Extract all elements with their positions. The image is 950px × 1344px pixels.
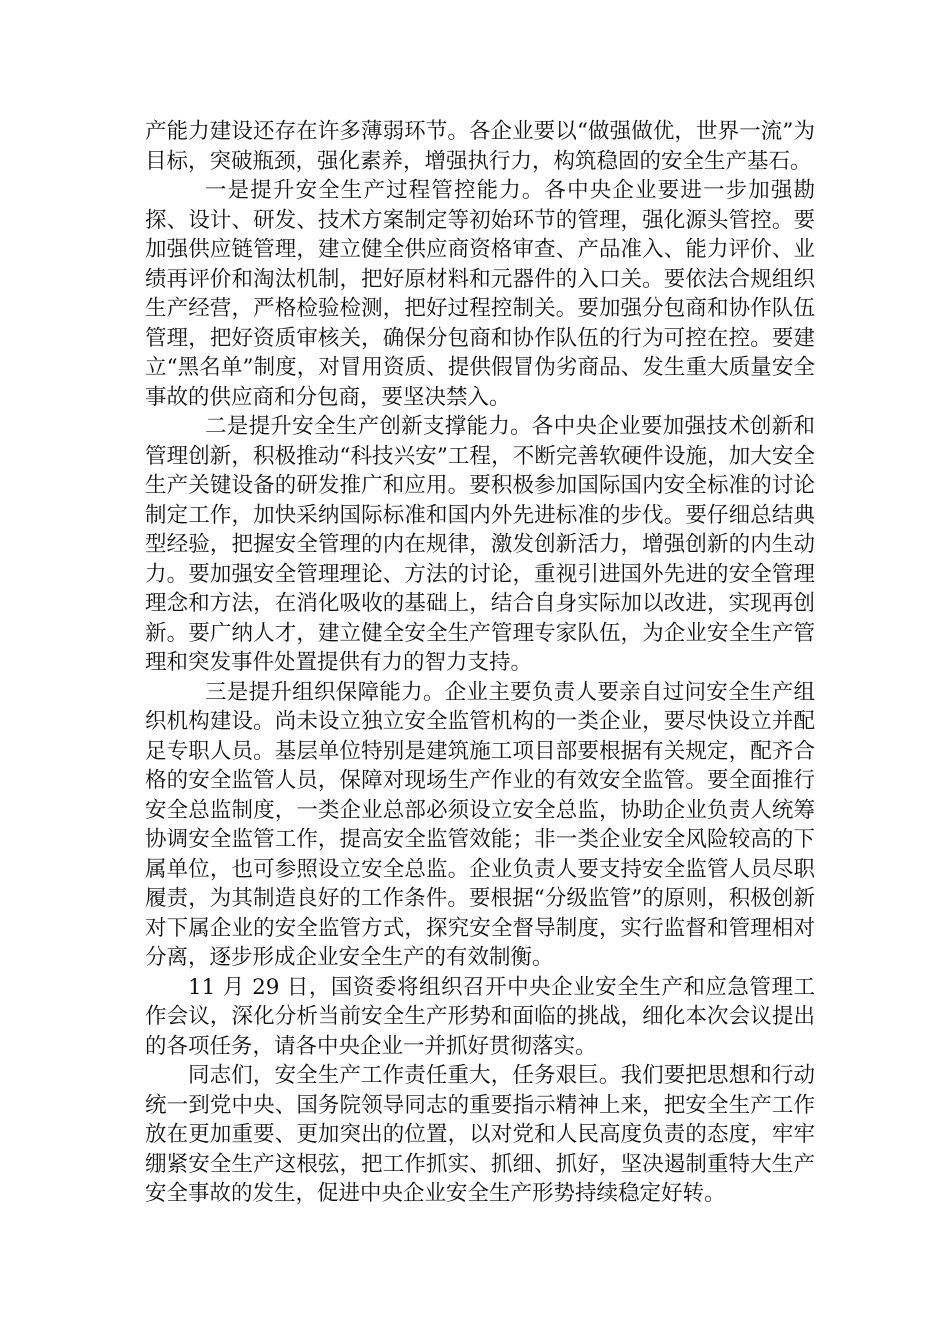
paragraph-meeting-notice: 11 月 29 日，国资委将组织召开中央企业安全生产和应急管理工作会议，深化分析当前安全生产形势和面临的挑战，细化本次会议提出的各项任务，请各中央企业一并抓好贯彻落实。	[145, 974, 815, 1059]
paragraph-closing: 同志们，安全生产工作责任重大，任务艰巨。我们要把思想和行动统一到党中央、国务院领导同志的重要指示精神上来，把安全生产工作放在更加重要、更加突出的位置，以对党和人民高度负责的态度，牢牢绷紧安全生产这根弦，把工作抓实、抓细、抓好，坚决遏制重特大生产安全事故的发生，促进中央企业安全生产形势持续稳定好转。	[145, 1063, 815, 1206]
document-body	[145, 117, 815, 1209]
paragraph-process-control: 一是提升安全生产过程管控能力。各中央企业要进一步加强勘探、设计、研发、技术方案制定等初始环节的管理，强化源头管控。要加强供应链管理，建立健全供应商资格审查、产品准入、能力评价、业绩再评价和淘汰机制，把好原材料和元器件的入口关。要依法合规组织生产经营，严格检验检测，把好过程控制关。要加强分包商和协作队伍管理，把好资质审核关，确保分包商和协作队伍的行为可控在控。要建立“黑名单”制度，对冒用资质、提供假冒伪劣商品、发生重大质量安全事故的供应商和分包商，要坚决禁入。	[145, 178, 815, 410]
paragraph-continuation: 产能力建设还存在许多薄弱环节。各企业要以“做强做优，世界一流”为目标，突破瓶颈，强化素养，增强执行力，构筑稳固的安全生产基石。	[145, 119, 815, 174]
paragraph-organizational-support: 三是提升组织保障能力。企业主要负责人要亲自过问安全生产组织机构建设。尚未设立独立安全监管机构的一类企业，要尽快设立并配足专职人员。基层单位特别是建筑施工项目部要根据有关规定，配齐合格的安全监管人员，保障对现场生产作业的有效安全监管。要全面推行安全总监制度，一类企业总部必须设立安全总监，协助企业负责人统筹协调安全监管工作，提高安全监管效能；非一类企业安全风险较高的下属单位，也可参照设立安全总监。企业负责人要支持安全监管人员尽职履责，为其制造良好的工作条件。要根据“分级监管”的原则，积极创新对下属企业的安全监管方式，探究安全督导制度，实行监督和管理相对分离，逐步形成企业安全生产的有效制衡。	[145, 679, 815, 970]
paragraph-innovation-support: 二是提升安全生产创新支撑能力。各中央企业要加强技术创新和管理创新，积极推动“科技兴安”工程，不断完善软硬件设施，加大安全生产关键设备的研发推广和应用。要积极参加国际国内安全标准的讨论制定工作，加快采纳国际标准和国内外先进标准的步伐。要仔细总结典型经验，把握安全管理的内在规律，激发创新活力，增强创新的内生动力。要加强安全管理理论、方法的讨论，重视引进国外先进的安全管理理念和方法，在消化吸收的基础上，结合自身实际加以改进，实现再创新。要广纳人才，建立健全安全生产管理专家队伍，为企业安全生产管理和突发事件处置提供有力的智力支持。	[145, 414, 815, 675]
